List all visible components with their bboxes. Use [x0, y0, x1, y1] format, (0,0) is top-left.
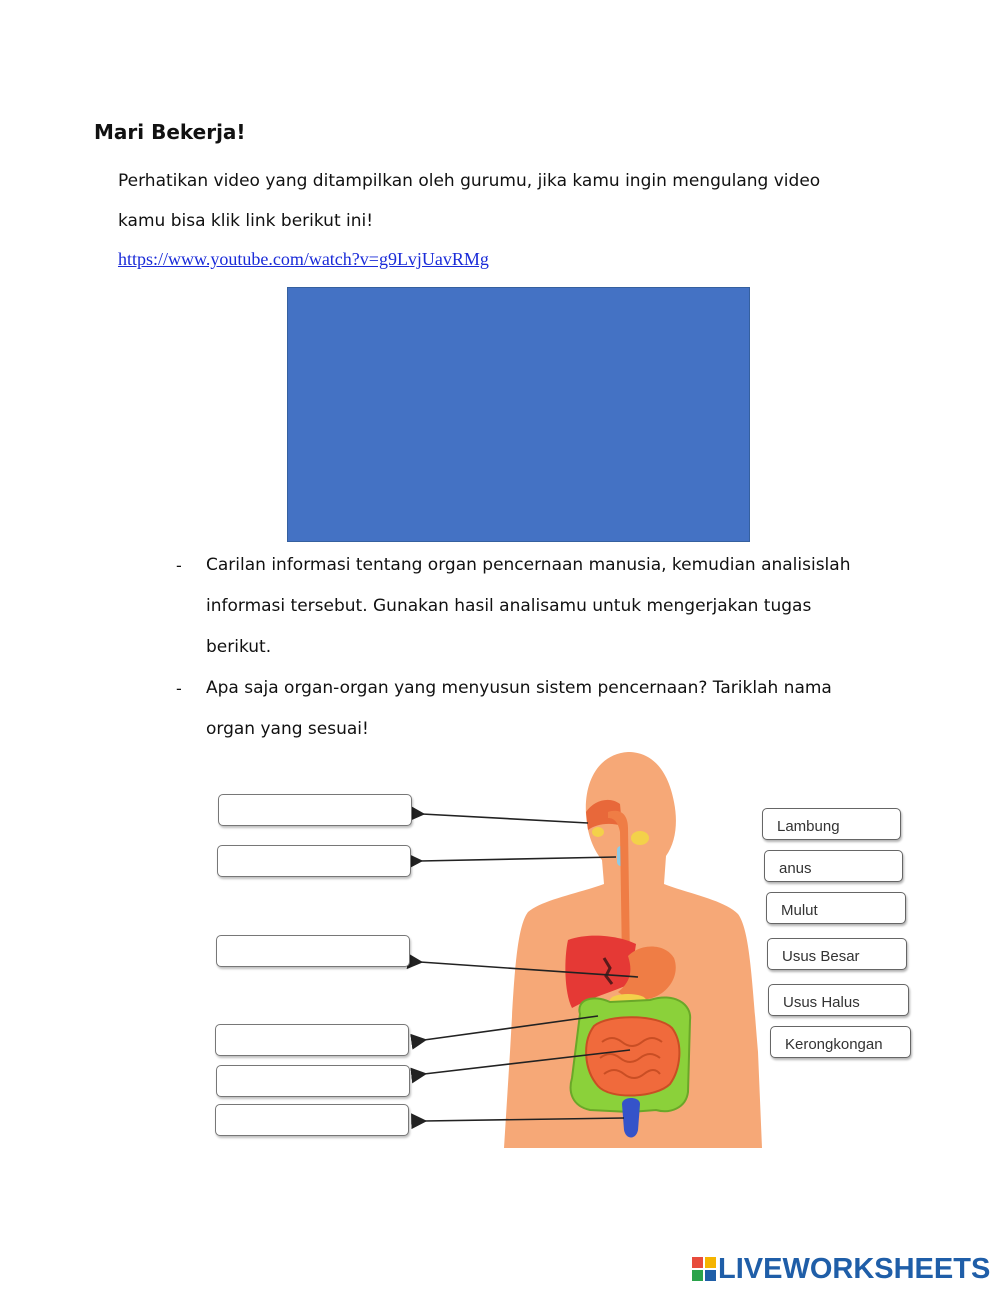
digestive-system-diagram — [480, 752, 798, 1148]
answer-box-2[interactable] — [217, 845, 411, 877]
liveworksheets-logo-text: LIVEWORKSHEETS — [718, 1252, 991, 1285]
video-placeholder[interactable] — [287, 287, 750, 542]
bullet-1-line-3: berikut. — [206, 637, 272, 657]
answer-box-4[interactable] — [215, 1024, 409, 1056]
bullet-dash-2: - — [176, 679, 182, 698]
liveworksheets-logo[interactable] — [692, 1252, 990, 1286]
intro-line-1: Perhatikan video yang ditampilkan oleh gurumu, jika kamu ingin mengulang video — [118, 171, 821, 191]
bullet-1-line-1: Carilan informasi tentang organ pencernaan manusia, kemudian analisislah — [206, 555, 851, 575]
rectum — [622, 1098, 640, 1138]
answer-box-3[interactable] — [216, 935, 410, 967]
answer-box-1[interactable] — [218, 794, 412, 826]
label-lambung[interactable]: Lambung — [762, 808, 901, 840]
youtube-link[interactable]: https://www.youtube.com/watch?v=g9LvjUavRMg — [118, 249, 489, 269]
label-usus-halus[interactable]: Usus Halus — [768, 984, 909, 1016]
bullet-dash-1: - — [176, 556, 182, 575]
label-kerongkongan[interactable]: Kerongkongan — [770, 1026, 911, 1058]
small-intestine — [586, 1017, 679, 1095]
answer-box-6[interactable] — [215, 1104, 409, 1136]
bullet-2-line-2: organ yang sesuai! — [206, 719, 369, 739]
page-title: Mari Bekerja! — [94, 120, 246, 144]
salivary-gland-2 — [592, 827, 604, 837]
liveworksheets-logo-icon — [692, 1257, 716, 1281]
label-usus-besar[interactable]: Usus Besar — [767, 938, 907, 970]
bullet-2-line-1: Apa saja organ-organ yang menyusun sistem pencernaan? Tariklah nama — [206, 678, 832, 698]
answer-box-5[interactable] — [216, 1065, 410, 1097]
bullet-1-line-2: informasi tersebut. Gunakan hasil analisamu untuk mengerjakan tugas — [206, 596, 812, 616]
salivary-gland — [631, 831, 649, 845]
label-anus[interactable]: anus — [764, 850, 903, 882]
label-mulut[interactable]: Mulut — [766, 892, 906, 924]
intro-line-2: kamu bisa klik link berikut ini! — [118, 211, 374, 231]
